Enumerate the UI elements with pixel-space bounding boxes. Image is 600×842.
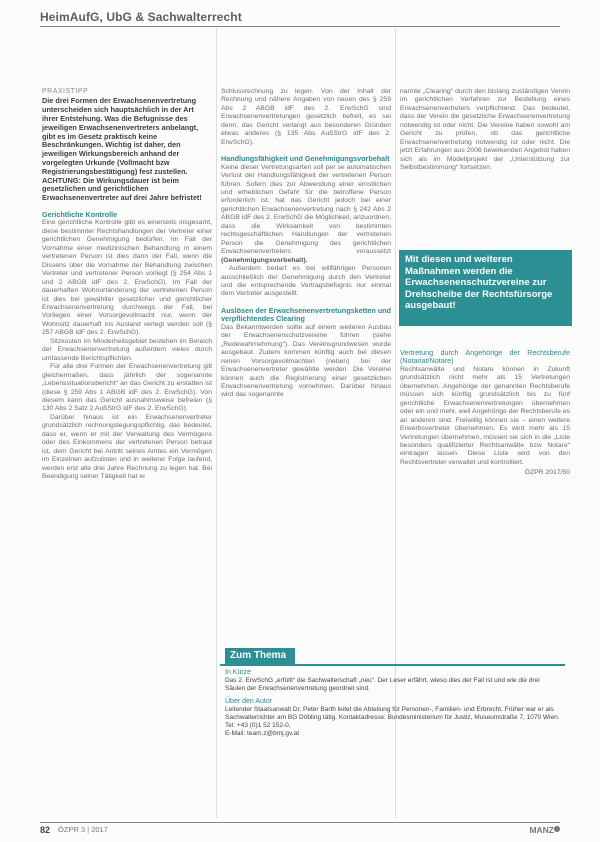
body-text xyxy=(221,164,391,299)
body-text xyxy=(221,88,391,147)
section-heading: Vertretung durch Angehörige der Rechtsberufe (Notariat/Notare) xyxy=(400,348,570,366)
page-number: 82 xyxy=(40,825,51,835)
paragraph-text: Keine dieser Vertretungsarten soll per se automatischen Verlust der Handlungsfähigkeit der vertretenen Person führen. Sofern dies zur Abwendung einer ernstlichen und erheblichen Gefahr für die betroffene Person erforderlich ist, hat das Gericht jedoch bei einer gerichtlichen Erwachsenenvertretung nach § 242 Abs 2 ABGB idF des 2. ErwSchG die Möglichkeit, anzuordnen, dass die Wirksamkeit von bestimmten rechtsgeschäftlichen Handlungen der vertretenen Person die Genehmigung des gerichtlichen Erwachsenenvertreters voraussetzt xyxy=(221,163,391,256)
article-signature: ÖZPR 2017/50 xyxy=(524,469,570,477)
paragraph: Für alle drei Formen der Erwachsenenvertretung gilt gleichermaßen, dass jährlich der sogenannte „Lebenssituationsbericht“ an das Gericht zu erstatten ist (diese § 259 Abs 1 ABGB idF des 2. ErwSchG). Von diesem kann das Gericht ausnahmsweise befreien (§ 130 Abs 2 Satz 2 AußStrG idF des 2. ErwSchG). xyxy=(42,363,212,413)
bold-term: (Genehmigungsvorbehalt). xyxy=(221,256,308,264)
zum-thema-text: Das 2. ErwSchG „erfüllt“ die Sachwalterschaft „neu“. Der Leser erfährt, wieso dies der Fall ist und wie die drei Säulen der Erwachsenenvertretung geordnet sind. xyxy=(225,677,540,692)
zum-thema-author xyxy=(225,698,560,738)
body-text xyxy=(221,324,391,400)
zum-thema-heading: In Kürze xyxy=(225,669,252,676)
praxistipp-warning: ACHTUNG: Die Wirkungsdauer ist beim gesetzlichen und gerichtlichen Erwachsenenvertreter auf drei Jahre befristet! xyxy=(42,175,202,203)
paragraph: Sitzkosten im Minderheitsgebiet bestehen im Bereich der Erwachsenenvertretung außerdem vieles durch umfassende Berichtspflichten. xyxy=(42,337,212,362)
issue-label: ÖZPR 3 | 2017 xyxy=(58,825,108,834)
zum-thema-rule xyxy=(220,664,565,666)
paragraph: Außerdem bedarf es bei willfährigen Personen ausschließlich der Genehmigung durch den Vertreter und die entsprechende Vertragsbefugnis nur einmal dem Vertreter ausgestellt. xyxy=(221,265,391,298)
section-heading: Handlungsfähigkeit und Genehmigungsvorbehalt xyxy=(221,154,390,164)
section-heading: Gerichtliche Kontrolle xyxy=(42,210,118,220)
zum-thema-heading: Über den Autor xyxy=(225,698,273,705)
praxistipp-text: Die drei Formen der Erwachsenenvertretung unterscheiden sich hauptsächlich in der Art ihrer Entstehung. Was die Befugnisse des jeweiligen Erwachsenenvertreters anbelangt, gibt es im Gesetz praktisch keine Beschränkungen. Wichtig ist daher, den jeweiligen Wirkungsbereich anhand der vorgelegten Urkunde (Vollmacht bzw Registrierungsbestätigung) fest zustellen. xyxy=(42,96,199,176)
paragraph xyxy=(221,164,391,265)
paragraph: Das Bekanntwerden sollte auf einem weiteren Ausbau der Erwachsenenschutzvereine führen (siehe „Redewahrnehmung“). Das Vereinsgrundwesen wurde ausgebaut. Zudem kommen künftig auch bei diesen reinen Vorsorgevollmachten (neben) bei der Erwachsenenvertreter gewählte werden. Die Vereine können auch die Registrierung einer gesetzlichen Erwachsenenvertretung vornehmen. Darüber hinaus wird das sogenannte xyxy=(221,323,391,399)
column-1 xyxy=(42,88,212,482)
column-3 xyxy=(400,88,570,173)
column-2 xyxy=(221,88,391,400)
running-header-title: HeimAufG, UbG & Sachwalterrecht xyxy=(40,10,242,24)
running-header xyxy=(40,8,560,27)
paragraph: Schlussrechnung zu legen. Von der Inhalt der Rechnung und nähere Angaben von neuen des § 259 Abs 2 ABGB idF des 2. ErwSchG sind Erwachsenenvertretungen gesetzlich befreit, es sei denn, das Gericht verlangt aus besonderen Gründen etwas anderes (§ 135 Abs AußStrG idF des 2. ErwSchG). xyxy=(221,88,391,146)
paragraph: Darüber hinaus ist ein Erwachsenenvertreter grundsätzlich rechnungslegungspflichtig, das bedeutet, dass er, wenn er mit der Verwaltung des Vermögens oder des Einkommens der vertretenen Person betraut ist, dem Gericht bei Antritt seines Amtes ein Vermögen im Einzelnen aufzulisten und in weiterer Folge laufend, werden erst alle drei Jahre Rechnung zu legen hat. Bei Beendigung seiner Tätigkeit hat er xyxy=(42,413,212,481)
paragraph: nannte „Clearing“ durch den bislang zuständigen Verein im gerichtlichen Verfahren zur Bestellung eines Erwachsenenvertreters verpflichtend. Das bedeutet, dass der Verein die gesetzliche Erwachsenenvertretung notwendig ist oder nicht. Die Vereine haben sowohl am Gericht zu prüfen, ob das gerichtliche Erwachsenenvertretung notwendig ist oder nicht. Die jetzt Erfahrungen aus 2006 bewirkenden Angebot haben sich als im Modellprojekt der „Unterstützung zur Selbstbestimmung“ fortsetzen. xyxy=(400,88,570,172)
section-heading: Auslösen der Erwachsenenvertretungsketten und verpflichtendes Clearing xyxy=(221,305,391,324)
publisher-logo-icon xyxy=(554,826,560,832)
pull-quote xyxy=(399,250,572,326)
pull-quote-text: Mit diesen und weiteren Maßnahmen werden die Erwachsenenschutzvereine zur Drehscheibe der Rechtsfürsorge ausgebaut! xyxy=(405,254,553,312)
zum-thema-text: Leitender Staatsanwalt Dr. Peter Barth leitet die Abteilung für Personen-, Familien- und Erbrecht. Früher war er als Sachwalterrichter am BG Döbling tätig. Kontaktadresse: Bundesministerium für Justiz, Museumstraße 7, 1070 Wien. Tel: +43 (0)1 52 152-0, xyxy=(225,706,560,729)
body-text xyxy=(42,219,212,481)
body-text xyxy=(400,88,570,173)
zum-thema-tag: Zum Thema xyxy=(225,648,295,664)
zum-thema-box xyxy=(220,648,565,744)
body-text xyxy=(400,366,570,467)
praxistipp-kicker: PRAXISTIPP xyxy=(42,88,89,95)
publisher-logo-text: MANZ xyxy=(529,825,554,835)
paragraph: Rechtsanwälte und Notare können in Zukunft grundsätzlich nicht mehr als 15 Vertretungen übernehmen. Angehörige der genannten Rechtsberufe müssen sich künftig grundsätzlich bis zu fünf gerichtliche Erwachsenenvertretungen übernehmen oder ein und mehr, weil Angehörige der Rechtsberufe es an anderen sind. Freiwillig können sie – einen weitere Erwerbsvertreter übernehmen. Es wird mehr als 15 Vertretungen übernehmen, müssen sie sich in die „Liste besonders qualifizierter Rechtsanwälte bzw Notare“ eintragen lassen. Diese Liste wird von den Rechtsvertreter verwaltet und kontrolliert. xyxy=(400,365,570,466)
column-divider xyxy=(216,28,217,818)
zum-thema-email: E-Mail: team.z@bmj.gv.at xyxy=(225,730,300,737)
page-footer xyxy=(40,822,560,835)
paragraph: Eine gerichtliche Kontrolle gibt es einerseits insgesamt, diese bestimmter Rechtshandlungen der Vertreter einer gerichtlichen Genehmigung bedürfen. Im Fall der Vornahme einer medizinischen Behandlung in einem vertretenen Person ist dies dann der Fall, wenn die Dissens über die Vornahme der Behandlung zwischen Vertreter und vertretener Person vorliegt (§ 254 Abs 1 und 2 ABGB idF des 2. ErwSchG). Im Fall der dauerhaften Wohnortänderung der vertretenen Person ist dies bei gewählter gesetzlicher und gerichtlicher Erwachsenenvertretung durchwegs der Fall, bei Vorliegen einer Vorsorgevollmacht nur, wenn der Wohnsitz dauerhaft ins Ausland verlegt werden soll (§ 257 ABGB idF des 2. ErwSchG). xyxy=(42,219,212,337)
column-3-lower xyxy=(400,349,570,478)
zum-thema-summary xyxy=(225,669,560,693)
praxistipp-box xyxy=(42,97,212,203)
